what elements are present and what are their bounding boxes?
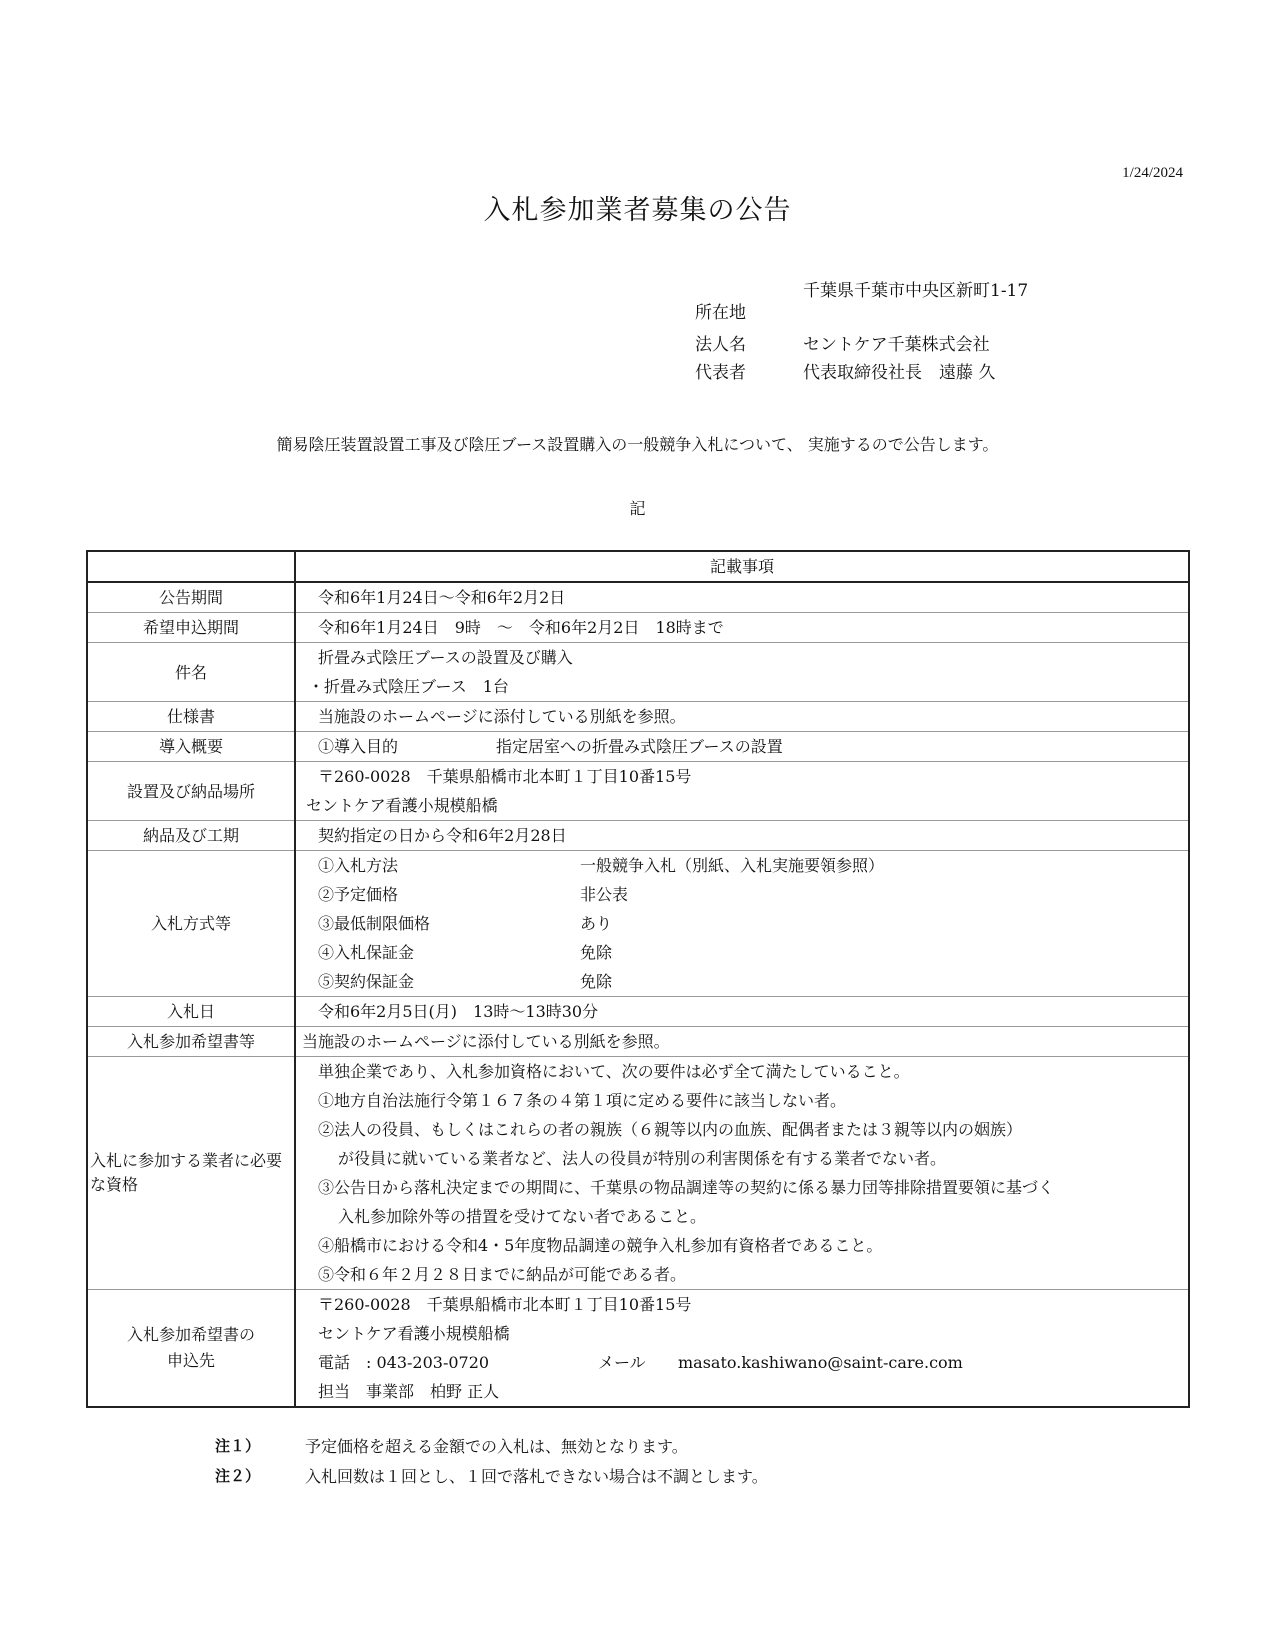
- ki-heading: 記: [629, 499, 646, 518]
- row-value: [295, 851, 1189, 997]
- contact-label-line: 申込先: [166, 1351, 215, 1370]
- page-title: 入札参加業者募集の公告: [483, 195, 792, 226]
- method-value: 免除: [580, 972, 613, 991]
- note-item: [215, 1430, 768, 1460]
- method-key: ①入札方法: [318, 856, 399, 875]
- row-label: 公告期間: [87, 582, 295, 613]
- row-value: 令和6年1月24日 9時 ～ 令和6年2月2日 18時まで: [295, 613, 1189, 643]
- row-label: 導入概要: [87, 732, 295, 762]
- table-row: [87, 643, 1189, 702]
- method-key: ④入札保証金: [318, 943, 415, 962]
- subject-line: ・折畳み式陰圧ブース 1台: [308, 677, 509, 696]
- overview-item: ①導入目的: [318, 737, 399, 756]
- overview-detail: 指定居室への折畳み式陰圧ブースの設置: [496, 737, 783, 756]
- qualification-line: ④船橋市における令和4・5年度物品調達の競争入札参加有資格者であること。: [318, 1236, 883, 1255]
- contact-facility: セントケア看護小規模船橋: [318, 1324, 510, 1343]
- table-row: [87, 762, 1189, 821]
- notice-table: [86, 550, 1190, 1408]
- rep-label: 代表者: [695, 363, 746, 383]
- note-text: 入札回数は１回とし、１回で落札できない場合は不調とします。: [305, 1466, 768, 1486]
- row-value: [295, 1057, 1189, 1290]
- row-label: 件名: [87, 643, 295, 702]
- contact-label-line: 入札参加希望書の: [126, 1325, 255, 1344]
- location-label: 所在地: [695, 303, 746, 323]
- document-date: 1/24/2024: [1122, 165, 1183, 181]
- intro-text: 簡易陰圧装置設置工事及び陰圧ブース設置購入の一般競争入札について、 実施するので公告します。: [276, 435, 999, 454]
- qualification-line: 入札参加除外等の措置を受けてない者であること。: [338, 1207, 707, 1226]
- table-header-row: [87, 551, 1189, 582]
- header-cell: 記載事項: [295, 551, 1189, 582]
- row-label: 納品及び工期: [87, 821, 295, 851]
- method-value: あり: [580, 914, 613, 933]
- table-row: [87, 997, 1189, 1027]
- qualification-line: ②法人の役員、もしくはこれらの者の親族（６親等以内の血族、配偶者または３親等以内の姻族）: [318, 1120, 1023, 1139]
- method-key: ②予定価格: [318, 885, 399, 904]
- note-text: 予定価格を超える金額での入札は、無効となります。: [305, 1436, 688, 1456]
- table-row: [87, 613, 1189, 643]
- table-row: [87, 702, 1189, 732]
- corp-label: 法人名: [695, 335, 746, 355]
- table-row: [87, 1027, 1189, 1057]
- table-row: [87, 821, 1189, 851]
- notes-block: [215, 1430, 768, 1490]
- note-label: 注１）: [215, 1436, 261, 1455]
- row-label: 設置及び納品場所: [87, 762, 295, 821]
- contact-person: 担当 事業部 柏野 正人: [318, 1382, 500, 1401]
- qualification-line: ③公告日から落札決定までの期間に、千葉県の物品調達等の契約に係る暴力団等排除措置要領に基づく: [318, 1178, 1055, 1197]
- qualification-line: が役員に就いている業者など、法人の役員が特別の利害関係を有する業者でない者。: [338, 1149, 947, 1168]
- method-value: 非公表: [580, 885, 629, 904]
- place-line: 〒260-0028 千葉県船橋市北本町１丁目10番15号: [318, 767, 692, 786]
- row-value: 当施設のホームページに添付している別紙を参照。: [295, 1027, 1189, 1057]
- contact-email-link[interactable]: masato.kashiwano@saint-care.com: [678, 1353, 963, 1372]
- corp-value: セントケア千葉株式会社: [803, 335, 990, 355]
- subject-line: 折畳み式陰圧ブースの設置及び購入: [318, 648, 573, 667]
- qualification-line: ⑤令和６年２月２８日までに納品が可能である者。: [318, 1265, 687, 1284]
- note-item: [215, 1460, 768, 1490]
- row-label: 仕様書: [87, 702, 295, 732]
- contact-mail-label: メール: [598, 1353, 646, 1372]
- method-value: 免除: [580, 943, 613, 962]
- table-row: [87, 1057, 1189, 1290]
- row-label: 希望申込期間: [87, 613, 295, 643]
- contact-address: 〒260-0028 千葉県船橋市北本町１丁目10番15号: [318, 1295, 692, 1314]
- table-row: [87, 1290, 1189, 1408]
- place-line: セントケア看護小規模船橋: [306, 796, 498, 815]
- table-row: [87, 851, 1189, 997]
- method-value: 一般競争入札（別紙、入札実施要領参照）: [580, 856, 885, 875]
- row-value: [295, 762, 1189, 821]
- qualification-line: ①地方自治法施行令第１６７条の４第１項に定める要件に該当しない者。: [318, 1091, 847, 1110]
- row-value: [295, 732, 1189, 762]
- method-key: ⑤契約保証金: [318, 972, 415, 991]
- method-key: ③最低制限価格: [318, 914, 431, 933]
- table-row: [87, 582, 1189, 613]
- row-value: 令和6年1月24日～令和6年2月2日: [295, 582, 1189, 613]
- note-label: 注２）: [215, 1466, 261, 1485]
- row-label: 入札方式等: [87, 851, 295, 997]
- row-value: [295, 643, 1189, 702]
- row-label: 入札参加希望書等: [87, 1027, 295, 1057]
- row-label: [87, 1290, 295, 1408]
- header-empty-cell: [87, 551, 295, 582]
- row-value: 当施設のホームページに添付している別紙を参照。: [295, 702, 1189, 732]
- row-value: [295, 1290, 1189, 1408]
- row-value: 契約指定の日から令和6年2月28日: [295, 821, 1189, 851]
- location-value: 千葉県千葉市中央区新町1-17: [803, 281, 1029, 301]
- row-label: 入札日: [87, 997, 295, 1027]
- rep-value: 代表取締役社長 遠藤 久: [803, 363, 996, 383]
- table-row: [87, 732, 1189, 762]
- contact-tel: 電話 : 043-203-0720: [318, 1353, 490, 1372]
- row-value: 令和6年2月5日(月) 13時～13時30分: [295, 997, 1189, 1027]
- qualification-line: 単独企業であり、入札参加資格において、次の要件は必ず全て満たしていること。: [318, 1062, 910, 1081]
- row-label: 入札に参加する業者に必要な資格: [87, 1057, 295, 1290]
